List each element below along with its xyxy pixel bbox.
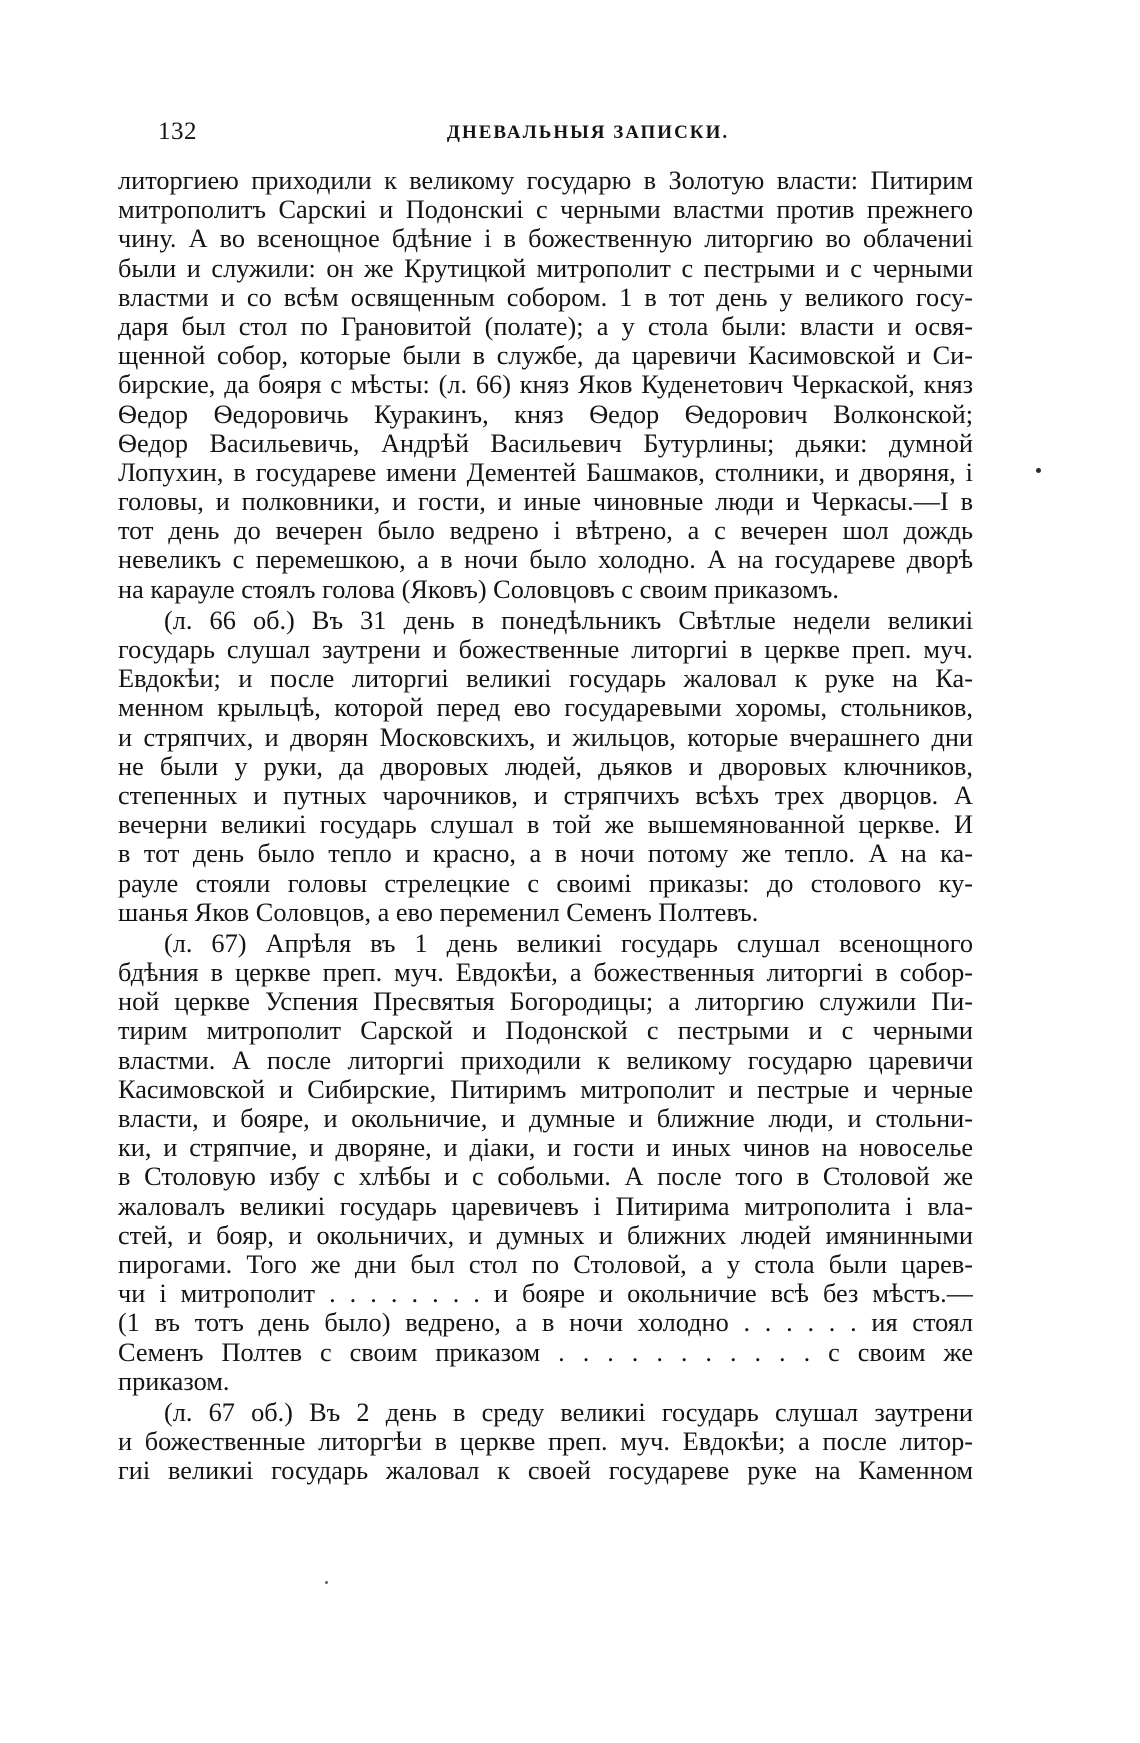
text-line: власти, и бояре, и окольничие, и думные и ближние люди, и стольни- — [118, 1104, 973, 1134]
running-title: ДНЕВАЛЬНЫЯ ЗАПИСКИ. — [446, 122, 730, 143]
text-line: властми и со всѣм освященным собором. 1 в тот день у великого госу- — [118, 282, 973, 312]
text-line: (л. 67 об.) Въ 2 день в среду великиі государь слушал заутрени — [164, 1397, 973, 1427]
paragraph — [118, 166, 973, 604]
text-line: бдѣния в церкве преп. муч. Евдокѣи, а божественныя литоргиі в собор- — [118, 958, 973, 988]
text-line: в тот день было тепло и красно, а в ночи потому же тепло. А на ка- — [118, 839, 973, 869]
text-line: степенных и путных чарочников, и стряпчихъ всѣхъ трех дворцов. А — [118, 780, 973, 810]
text-line: менном крыльцѣ, которой перед ево государевыми хоромы, стольников, — [118, 693, 973, 723]
body-text — [118, 166, 973, 1485]
text-line: литоргиею приходили к великому государю в Золотую власти: Питирим — [118, 166, 973, 195]
page-header — [158, 118, 988, 158]
text-line: (1 въ тотъ день было) ведрено, а в ночи холодно . . . . . . ия стоял — [118, 1308, 973, 1338]
paragraph — [118, 1398, 973, 1486]
text-line: тирим митрополит Сарской и Подонской с пестрыми и с черными — [118, 1016, 973, 1046]
text-line: невеликъ с перемешкою, а в ночи было холодно. А на государеве дворѣ — [118, 545, 973, 575]
text-line: даря был стол по Грановитой (полате); а у стола были: власти и освя- — [118, 311, 973, 341]
text-line: щенной собор, которые были в службе, да царевичи Касимовской и Си- — [118, 341, 973, 371]
paragraph — [118, 606, 973, 927]
print-speck — [325, 1581, 328, 1584]
text-line: не были у руки, да дворовых людей, дьяков и дворовых ключников, — [118, 751, 973, 781]
text-line: головы, и полковники, и гости, и иные чиновные люди и Черкасы.—І в — [118, 487, 973, 517]
text-line: были и служили: он же Крутицкой митрополит с пестрыми и с черными — [118, 253, 973, 283]
text-line: чину. А во всенощное бдѣние і в божественную литоргию во облачениі — [118, 224, 973, 254]
text-line: пирогами. Того же дни был стол по Столовой, а у стола были царев- — [118, 1249, 973, 1279]
text-line: жаловалъ великиі государь царевичевъ і Питирима митрополита і вла- — [118, 1191, 973, 1221]
text-line: стей, и бояр, и окольничих, и думных и ближних людей имянинными — [118, 1220, 973, 1250]
text-line: тот день до вечерен было ведрено і вѣтрено, а с вечерен шол дождь — [118, 516, 973, 546]
text-line: государь слушал заутрени и божественные литоргиі в церкве преп. муч. — [118, 635, 973, 665]
text-line: властми. А после литоргиі приходили к великому государю царевичи — [118, 1045, 973, 1075]
text-line: Ѳедор Васильевичь, Андрѣй Васильевич Бутурлины; дьяки: думной — [118, 428, 973, 458]
text-line: чи і митрополит . . . . . . . . и бояре и окольничие всѣ без мѣстъ.— — [118, 1279, 973, 1309]
text-line: Евдокѣи; и после литоргиі великиі государь жаловал к руке на Ка- — [118, 664, 973, 694]
text-line: на карауле стоялъ голова (Яковъ) Соловцовъ с своим приказомъ. — [118, 574, 839, 604]
text-line: Семенъ Полтев с своим приказом . . . . . . . . . . . с своим же — [118, 1337, 973, 1367]
text-line: приказом. — [118, 1366, 230, 1396]
text-line: (л. 66 об.) Въ 31 день в понедѣльникъ Свѣтлые недели великиі — [164, 605, 973, 635]
text-line: и стряпчих, и дворян Московскихъ, и жильцов, которые вчерашнего дни — [118, 722, 973, 752]
text-line: бирские, да бояря с мѣсты: (л. 66) княз Яков Куденетович Черкаской, княз — [118, 370, 973, 400]
text-line: митрополитъ Сарскиі и Подонскиі с черными властми против прежнего — [118, 195, 973, 225]
text-line: в Столовую избу с хлѣбы и с собольми. А после того в Столовой же — [118, 1162, 973, 1192]
text-line: вечерни великиі государь слушал в той же вышемянованной церкве. И — [118, 810, 973, 840]
text-line: шанья Яков Соловцов, а ево переменил Семенъ Полтевъ. — [118, 897, 759, 927]
text-line: Ѳедор Ѳедоровичь Куракинъ, княз Ѳедор Ѳедорович Волконской; — [118, 399, 973, 429]
text-line: ной церкве Успения Пресвятыя Богородицы; а литоргию служили Пи- — [118, 987, 973, 1017]
text-line: гиі великиі государь жаловал к своей государеве руке на Каменном — [118, 1456, 973, 1486]
text-line: ки, и стряпчие, и дворяне, и діаки, и гости и иных чинов на новоселье — [118, 1133, 973, 1163]
page-number: 132 — [158, 118, 197, 145]
text-line: Касимовской и Сибирские, Питиримъ митрополит и пестрые и черные — [118, 1074, 973, 1104]
text-line: (л. 67) Апрѣля въ 1 день великиі государь слушал всенощного — [164, 928, 973, 958]
text-line: и божественные литоргѣи в церкве преп. муч. Евдокѣи; а после литор- — [118, 1427, 973, 1457]
text-line: Лопухин, в государеве имени Дементей Башмаков, столники, и дворяня, і — [118, 457, 973, 487]
paragraph — [118, 929, 973, 1396]
text-line: рауле стояли головы стрелецкие с своимі приказы: до столового ку- — [118, 868, 973, 898]
margin-mark — [1036, 468, 1041, 473]
